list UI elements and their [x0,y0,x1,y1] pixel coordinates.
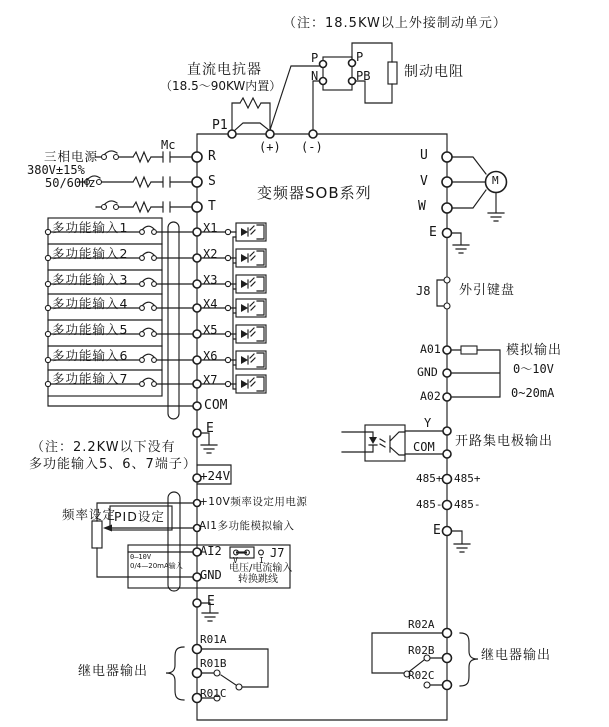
label-485n-right: 485- [454,498,481,511]
label-jumper-line1: 电压/电流输入 [229,563,293,574]
terminal-gnd1-label: GND [200,568,222,582]
optocoupler-icon [236,299,266,317]
optocoupler-icon [236,275,266,293]
label-freq-set: 频率设定 [62,507,117,522]
brake-n-in-label: N [311,69,319,83]
terminal-e3-label: E [429,225,437,240]
dc-reactor-spec: （18.5～90KW内置） [160,79,282,93]
keypad-connector [437,277,450,309]
label-j8: J8 [416,284,431,298]
note-bottom-line2: 多功能输入5、6、7端子） [29,457,197,472]
motor-m-label: M [492,174,499,187]
terminal-r02c-label: R02C [408,669,435,682]
label-ai2-range2: 0/4—20mA输入 [130,562,183,570]
terminal-r01b-label: R01B [200,657,227,670]
analog-output-range2: 0~20mA [511,386,555,400]
label-j7-v: V [233,556,238,565]
label-ai1: AI1多功能模拟输入 [199,520,295,532]
terminal-r02b-label: R02B [408,644,435,657]
keypad-label: 外引键盘 [459,283,516,298]
terminal-a01-label: A01 [420,342,441,356]
relay2-brace [460,633,478,686]
terminal-circles [192,60,452,703]
optocoupler-icon [236,223,266,241]
label-485p-left: 485+ [416,472,443,485]
terminal-e4-label: E [433,523,441,538]
open-collector-label: 开路集电极输出 [455,434,554,449]
optocoupler-icon [236,351,266,369]
optocoupler-icon [236,249,266,267]
terminal-minus-label: (-) [301,140,323,154]
note-bottom-line1: （注：2.2KW以下没有 [31,440,176,455]
input-label-7: 多功能输入7 [52,371,129,386]
brake-resistor-label: 制动电阻 [404,64,464,80]
terminal-x5-label: X5 [203,323,218,337]
terminal-com2-label: COM [413,440,435,454]
terminal-u-label: U [420,148,428,163]
terminal-ai2-label: AI2 [200,544,222,558]
input-label-1: 多功能输入1 [52,220,129,235]
terminal-x2-label: X2 [203,247,218,261]
dc-reactor-symbol [232,98,270,131]
ground-icon [451,233,469,253]
analog-output-wires [451,346,500,397]
label-485p-right: 485+ [454,472,481,485]
terminal-x4-label: X4 [203,297,218,311]
terminal-24v-label: +24V [200,468,231,483]
inverter-outline [197,134,447,720]
contactor-mc-label: Mc [161,138,176,152]
dc-reactor-name: 直流电抗器 [187,62,262,78]
terminal-x3-label: X3 [203,273,218,287]
terminal-x6-label: X6 [203,349,218,363]
terminal-p1-label: P1 [212,118,228,133]
label-pid-set: PID设定 [114,509,165,524]
label-485n-left: 485- [416,498,443,511]
terminal-r01a-label: R01A [200,633,227,646]
label-j7: J7 [270,546,285,560]
analog-output-label: 模拟输出 [506,343,563,358]
power-supply-label: 三相电源 [44,149,99,164]
input-label-4: 多功能输入4 [52,296,129,311]
ground-icon [451,531,470,552]
terminal-w-label: W [418,199,426,214]
relay1-brace [166,647,184,700]
terminal-v-label: V [420,174,428,189]
terminal-e1-label: E [206,421,214,436]
terminal-x7-label: X7 [203,373,218,387]
input-label-5: 多功能输入5 [52,322,129,337]
power-voltage-label: 380V±15% [27,163,85,177]
terminal-a02-label: A02 [420,389,441,403]
terminal-r01c-label: R01C [200,687,227,700]
diagram-title: 变频器SOB系列 [257,184,372,202]
label-jumper-line2: 转换跳线 [238,574,278,585]
note-top: （注：18.5KW以上外接制动单元） [283,16,507,31]
terminal-x1-label: X1 [203,221,218,235]
terminal-plus-label: (+) [259,140,281,154]
terminal-s-label: S [208,174,216,189]
brake-unit-symbol [270,43,397,130]
terminal-y-label: Y [424,416,432,430]
power-frequency-label: 50/60Hz [45,176,96,190]
relay1-label: 继电器输出 [78,664,149,679]
motor-symbol [451,157,507,221]
label-ai2-range1: 0—10V [130,553,152,561]
terminal-com-label: COM [204,398,228,413]
terminal-e2-label: E [207,594,215,609]
label-10v-supply: +10V频率设定用电源 [199,496,308,508]
relay2-label: 继电器输出 [481,648,552,663]
terminal-t-label: T [208,199,216,214]
terminal-r-label: R [208,149,216,164]
terminal-gnd2-label: GND [417,365,438,379]
input-label-3: 多功能输入3 [52,272,129,287]
brake-p-out-label: P [356,50,364,64]
input-label-2: 多功能输入2 [52,246,129,261]
terminal-r02a-label: R02A [408,618,435,631]
optocoupler-icon [236,375,266,393]
analog-output-range1: 0～10V [513,362,554,376]
label-j7-i: I [259,556,264,565]
input-label-6: 多功能输入6 [52,348,129,363]
optocoupler-icon [236,325,266,343]
brake-pb-label: PB [356,69,371,83]
brake-p-in-label: P [311,51,319,65]
